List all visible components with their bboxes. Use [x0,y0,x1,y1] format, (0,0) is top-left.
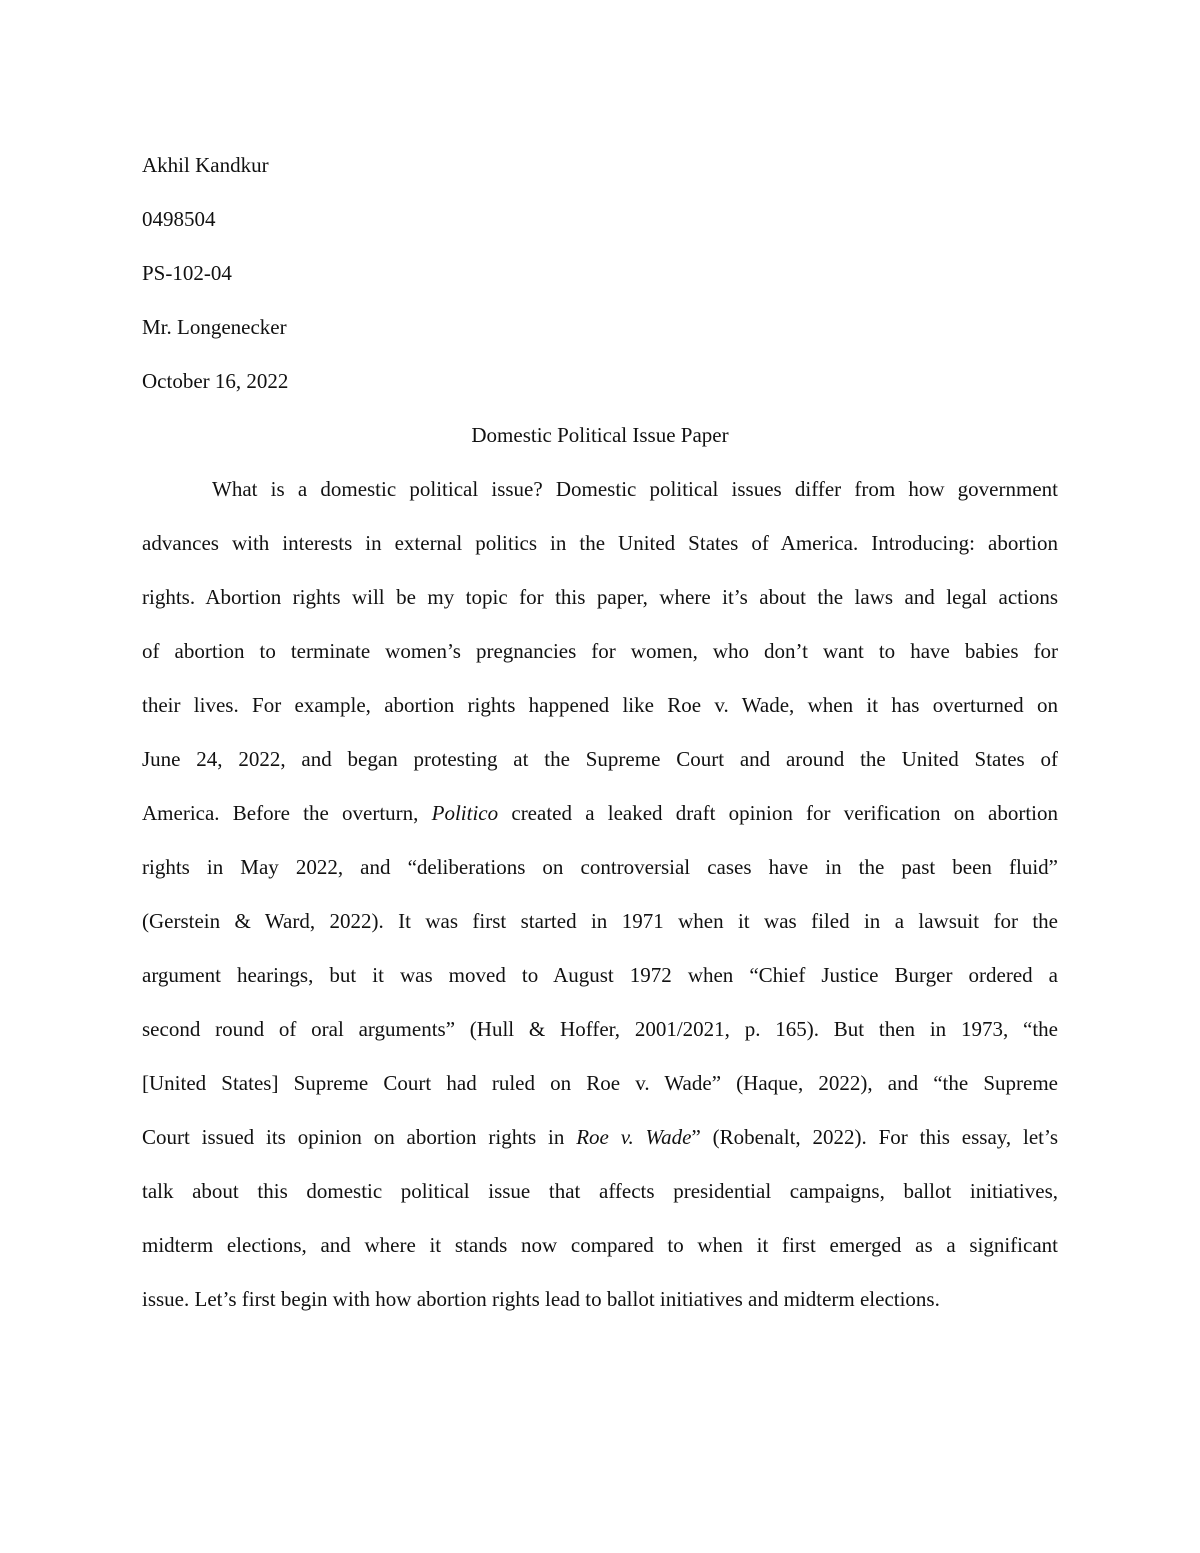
text-run: ” (Robenalt, 2022). For this essay, let’s [691,1125,1058,1149]
paragraph-line [142,516,1058,570]
instructor-name: Mr. Longenecker [142,315,287,339]
text-run: their lives. For example, abortion rights happened like Roe v. Wade, when it has overturned on [142,693,1058,717]
paragraph-line [142,786,1058,840]
text-run: Court issued its opinion on abortion rights in [142,1125,577,1149]
text-run: rights in May 2022, and “deliberations on controversial cases have in the past been fluid” [142,855,1058,879]
paper-title: Domestic Political Issue Paper [471,423,729,447]
paragraph-line [142,840,1058,894]
text-run: of abortion to terminate women’s pregnancies for women, who don’t want to have babies for [142,639,1058,663]
text-run: June 24, 2022, and began protesting at the Supreme Court and around the United States of [142,747,1058,771]
paragraph-line [142,894,1058,948]
paragraph-line [142,678,1058,732]
text-run: midterm elections, and where it stands now compared to when it first emerged as a significant [142,1233,1058,1257]
paragraph-line [142,624,1058,678]
text-run: [United States] Supreme Court had ruled on Roe v. Wade” (Haque, 2022), and “the Supreme [142,1071,1058,1095]
text-run: talk about this domestic political issue that affects presidential campaigns, ballot initiatives, [142,1179,1058,1203]
italic-text: Roe v. Wade [576,1125,692,1149]
course-code: PS-102-04 [142,261,232,285]
document-date: October 16, 2022 [142,369,289,393]
text-run: argument hearings, but it was moved to August 1972 when “Chief Justice Burger ordered a [142,963,1058,987]
document-body [142,138,1058,1326]
text-run: issue. Let’s first begin with how abortion rights lead to ballot initiatives and midterm elections. [142,1287,940,1311]
text-run: rights. Abortion rights will be my topic for this paper, where it’s about the laws and legal actions [142,585,1058,609]
paragraph-line [142,1110,1058,1164]
text-run: (Gerstein & Ward, 2022). It was first started in 1971 when it was filed in a lawsuit for the [142,909,1058,933]
student-id: 0498504 [142,207,216,231]
paragraph-line [142,1002,1058,1056]
text-run: second round of oral arguments” (Hull & Hoffer, 2001/2021, p. 165). But then in 1973, “the [142,1017,1058,1041]
text-run: America. Before the overturn, [142,801,432,825]
paragraph-line [142,1272,1058,1326]
paragraph-line [142,570,1058,624]
author-name: Akhil Kandkur [142,153,269,177]
paragraph-line [142,1056,1058,1110]
paragraph-line [142,948,1058,1002]
paragraph-line [142,462,1058,516]
paragraph-line [142,1164,1058,1218]
italic-text: Politico [431,801,499,825]
body-paragraph [142,462,1058,1326]
paragraph-line [142,1218,1058,1272]
text-run: What is a domestic political issue? Domestic political issues differ from how government [212,477,1058,501]
paragraph-line [142,732,1058,786]
text-run: created a leaked draft opinion for verification on abortion [498,801,1058,825]
text-run: advances with interests in external politics in the United States of America. Introducing: abortion [142,531,1058,555]
